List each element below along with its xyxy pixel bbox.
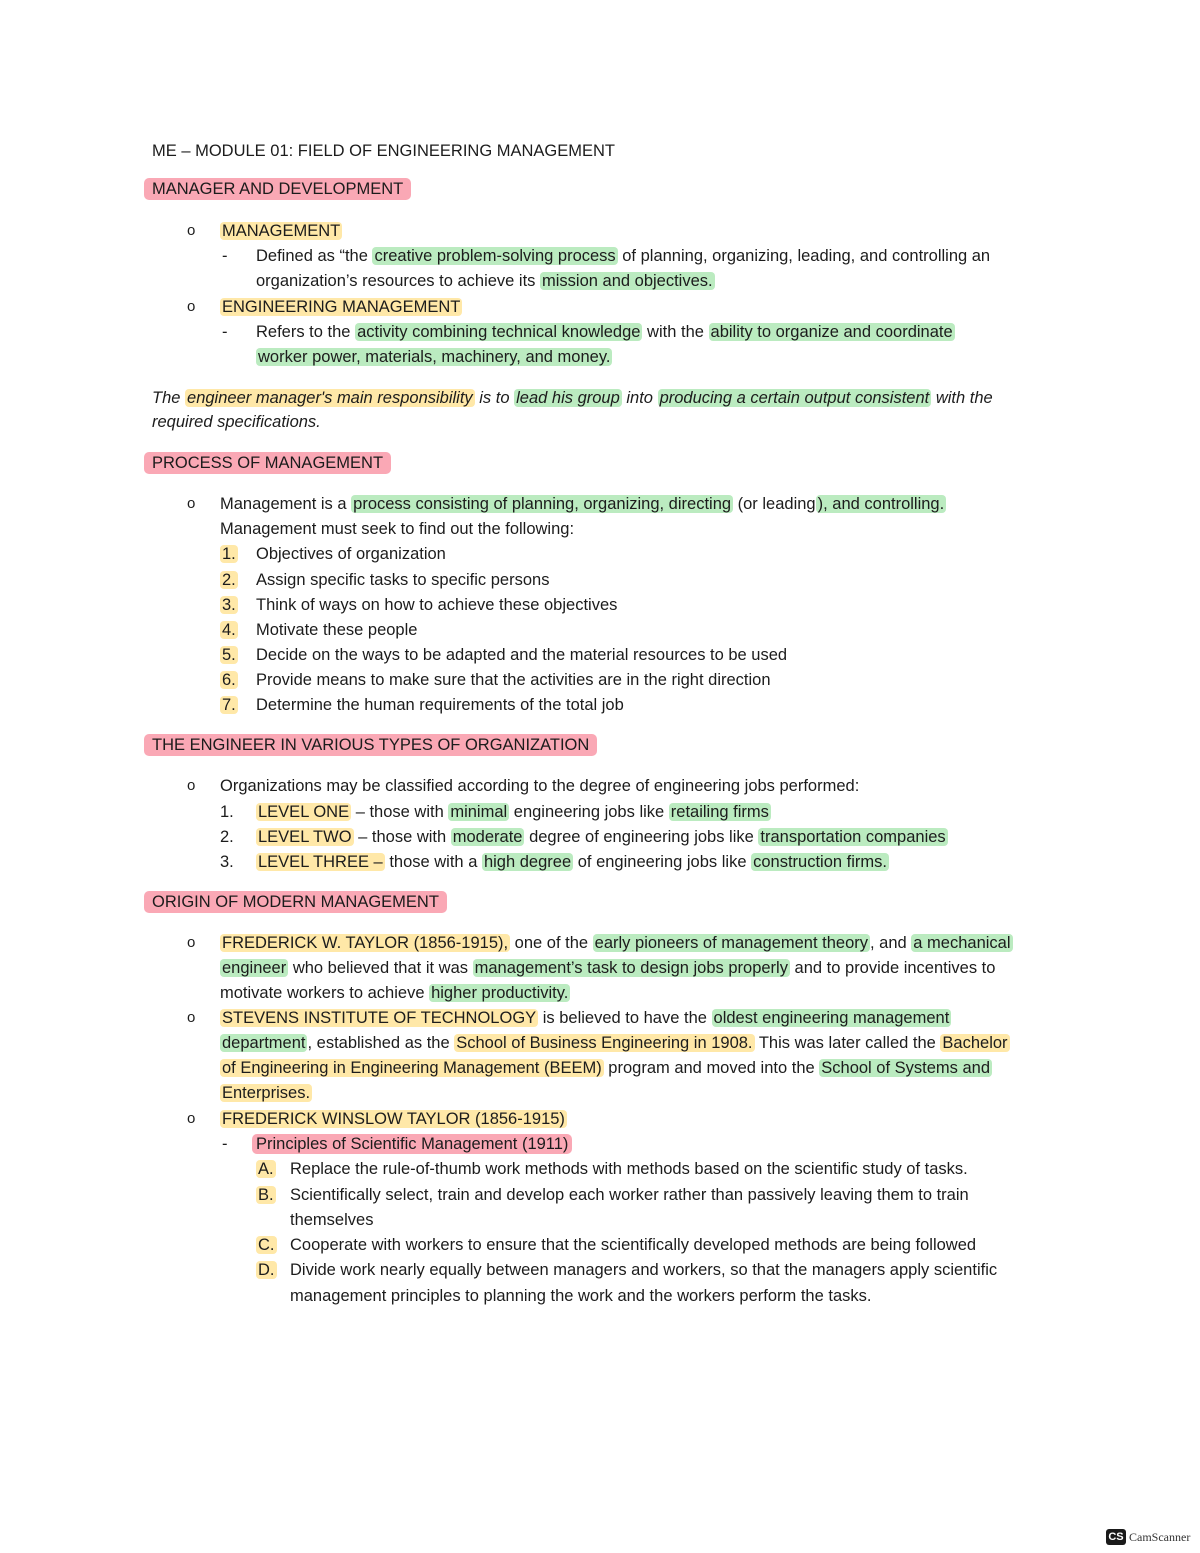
management-definition-line-2: organization’s resources to achieve its mission and objectives. (256, 272, 713, 290)
management-definition-line-1: Defined as “the creative problem-solving process of planning, organizing, leading, and controlling an (256, 247, 991, 265)
list-item: Objectives of organization (256, 545, 446, 563)
list-item: Replace the rule-of-thumb work methods with methods based on the scientific study of tasks. (290, 1160, 968, 1178)
taylor-line-2: engineer who believed that it was management’s task to design jobs properly and to provide incentives to (222, 959, 996, 977)
camscanner-brand: CamScanner (1129, 1529, 1191, 1544)
em-definition-line-1: Refers to the activity combining technical knowledge with the ability to organize and coordinate (256, 323, 953, 341)
level-two-item: LEVEL TWO – those with moderate degree of engineering jobs like transportation companies (258, 828, 946, 846)
list-item: Scientifically select, train and develop each worker rather than passively leaving them to train (290, 1186, 969, 1204)
level-three-item: LEVEL THREE – those with a high degree of engineering jobs like construction firms. (258, 853, 887, 871)
management-term: MANAGEMENT (222, 222, 341, 240)
list-item: Assign specific tasks to specific persons (256, 571, 550, 589)
list-number: 2. (222, 571, 236, 589)
list-number: 5. (222, 646, 236, 664)
bullet-glyph: o (187, 222, 196, 239)
em-definition-line-2: worker power, materials, machinery, and money. (258, 348, 611, 366)
list-item-continuation: management principles to planning the work and the workers perform the tasks. (290, 1287, 872, 1305)
list-number: 3. (222, 596, 236, 614)
stevens-line-3: of Engineering in Engineering Management (BEEM) program and moved into the School of Systems and (222, 1059, 991, 1077)
taylor-line-1: FREDERICK W. TAYLOR (1856-1915), one of the early pioneers of management theory , and a mechanical (222, 934, 1011, 952)
engineering-management-term: ENGINEERING MANAGEMENT (222, 298, 461, 316)
stevens-line-2: department , established as the School of Business Engineering in 1908. This was later called the Bachelor (222, 1034, 1008, 1052)
dash-glyph: - (222, 323, 228, 341)
list-number: 2. (220, 828, 234, 846)
list-number: 3. (220, 853, 234, 871)
bullet-glyph: o (187, 934, 196, 951)
section-heading-manager: MANAGER AND DEVELOPMENT (144, 178, 411, 200)
camscanner-watermark (1106, 1527, 1190, 1547)
principles-heading: Principles of Scientific Management (1911) (252, 1133, 572, 1155)
list-letter: D. (258, 1261, 275, 1279)
section-heading-origin: ORIGIN OF MODERN MANAGEMENT (144, 891, 447, 913)
list-item: Determine the human requirements of the total job (256, 696, 624, 714)
list-item-continuation: themselves (290, 1211, 374, 1229)
page-title: ME – MODULE 01: FIELD OF ENGINEERING MANAGEMENT (152, 142, 615, 160)
process-line-1: Management is a process consisting of planning, organizing, directing (or leading ), and controlling. (220, 495, 945, 513)
list-item: Divide work nearly equally between managers and workers, so that the managers apply scientific (290, 1261, 998, 1279)
list-item: Motivate these people (256, 621, 418, 639)
bullet-glyph: o (187, 777, 196, 794)
list-number: 4. (222, 621, 236, 639)
taylor-winslow-heading: FREDERICK WINSLOW TAYLOR (1856-1915) (222, 1110, 565, 1128)
list-item: Think of ways on how to achieve these objectives (256, 596, 618, 614)
responsibility-line-2: required specifications. (152, 413, 321, 431)
taylor-line-3: motivate workers to achieve higher productivity. (220, 984, 569, 1002)
bullet-glyph: o (187, 1110, 196, 1127)
process-line-2: Management must seek to find out the following: (220, 520, 575, 538)
list-item: Provide means to make sure that the activities are in the right direction (256, 671, 771, 689)
responsibility-line-1: The engineer manager's main responsibility is to lead his group into producing a certain output consistent with the (152, 389, 993, 407)
list-item: Cooperate with workers to ensure that the scientifically developed methods are being followed (290, 1236, 977, 1254)
section-heading-process: PROCESS OF MANAGEMENT (144, 452, 391, 474)
stevens-line-4: Enterprises. (222, 1084, 311, 1102)
list-letter: A. (258, 1160, 274, 1178)
bullet-glyph: o (187, 1009, 196, 1026)
list-letter: B. (258, 1186, 274, 1204)
organization-intro: Organizations may be classified according to the degree of engineering jobs performed: (220, 777, 860, 795)
camscanner-logo-icon: CS (1106, 1529, 1126, 1545)
list-letter: C. (258, 1236, 275, 1254)
list-number: 7. (222, 696, 236, 714)
bullet-glyph: o (187, 298, 196, 315)
list-item: Decide on the ways to be adapted and the material resources to be used (256, 646, 788, 664)
level-one-item: LEVEL ONE – those with minimal engineering jobs like retailing firms (258, 803, 769, 821)
dash-glyph: - (222, 1135, 228, 1153)
list-number: 6. (222, 671, 236, 689)
stevens-line-1: STEVENS INSTITUTE OF TECHNOLOGY is believed to have the oldest engineering management (222, 1009, 950, 1027)
dash-glyph: - (222, 247, 228, 265)
list-number: 1. (222, 545, 236, 563)
list-number: 1. (220, 803, 234, 821)
section-heading-organization: THE ENGINEER IN VARIOUS TYPES OF ORGANIZATION (144, 734, 597, 756)
bullet-glyph: o (187, 495, 196, 512)
